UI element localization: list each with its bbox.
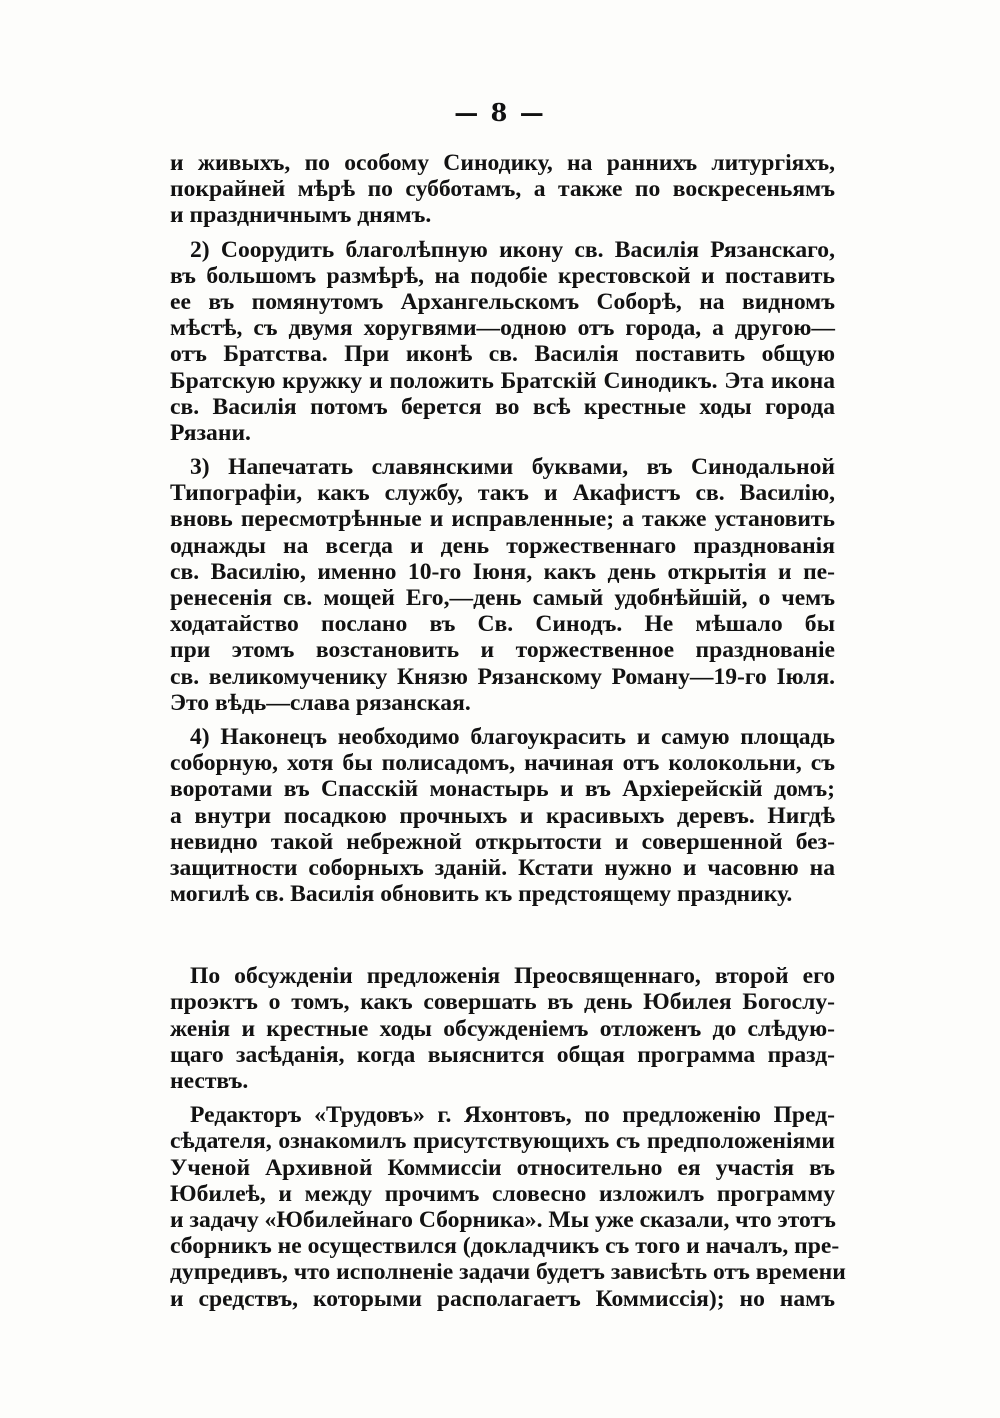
text-line: и праздничнымъ днямъ.	[170, 202, 432, 229]
text-line: проэктъ о томъ, какъ совершать въ день Юбилея Богослу-	[170, 989, 835, 1016]
paragraph-1	[170, 150, 835, 229]
text-line: воротами въ Спасскій монастырь и въ Архіерейскій домъ;	[170, 776, 835, 803]
text-line: вновь пересмотрѣнные и исправленные; а также установить	[170, 506, 835, 533]
text-line: и задачу «Юбилейнаго Сборника». Мы уже сказали, что этотъ	[170, 1206, 836, 1233]
text-line: Типографіи, какъ службу, такъ и Акафистъ св. Василію,	[170, 480, 835, 507]
text-line: 3) Напечатать славянскими буквами, въ Синодальной	[190, 454, 835, 481]
text-line: защитности соборныхъ зданій. Кстати нужно и часовню на	[170, 854, 835, 881]
text-line: однажды на всегда и день торжественнаго празднованія	[170, 532, 835, 559]
text-line: ходатайство послано въ Св. Синодъ. Не мѣшало бы	[170, 611, 835, 638]
text-line: женія и крестные ходы обсужденіемъ отложенъ до слѣдую-	[170, 1015, 835, 1042]
text-line: невидно такой небрежной открытости и совершенной без-	[170, 828, 835, 855]
text-line: Рязани.	[170, 419, 251, 446]
text-line: сборникъ не осуществился (докладчикъ съ того и началъ, пре-	[170, 1233, 840, 1260]
text-line: а внутри посадкою прочныхъ и красивыхъ деревъ. Нигдѣ	[170, 802, 835, 829]
text-line: Юбилеѣ, и между прочимъ словесно изложилъ программу	[170, 1180, 835, 1207]
text-line: соборную, хотя бы полисадомъ, начиная отъ колокольни, съ	[170, 750, 835, 777]
text-line: въ большомъ размѣрѣ, на подобіе крестовской и поставить	[170, 262, 835, 289]
text-line: ренесенія св. мощей Его,—день самый удобнѣйшій, о чемъ	[170, 585, 835, 611]
text-line: дупредивъ, что исполненіе задачи будетъ зависѣть отъ времени	[170, 1259, 846, 1286]
text-line: По обсужденіи предложенія Преосвященнаго, второй его	[190, 963, 835, 990]
text-line: мѣстѣ, съ двумя хоругвями—одною отъ города, а другою—	[170, 315, 835, 342]
text-line: Ученой Архивной Коммиссіи относительно ея участія въ	[170, 1154, 835, 1181]
text-line: сѣдателя, ознакомилъ присутствующихъ съ предположеніями	[170, 1128, 835, 1155]
text-line: св. Василію, именно 10-го Іюня, какъ день открытія и пе-	[170, 558, 835, 585]
text-line: Братскую кружку и положить Братскій Синодикъ. Эта икона	[170, 367, 835, 394]
paragraph-5	[170, 963, 835, 1094]
body-text	[170, 150, 846, 1312]
text-line: Это вѣдь—слава рязанская.	[170, 689, 471, 716]
text-line: при этомъ возстановить и торжественное празднованіе	[170, 637, 835, 664]
text-line: 4) Наконецъ необходимо благоукрасить и самую площадь	[190, 723, 835, 750]
text-line: 2) Соорудить благолѣпную икону св. Василія Рязанскаго,	[190, 236, 835, 263]
paragraph-2	[170, 237, 835, 447]
text-line: и живыхъ, по особому Синодику, на раннихъ литургіяхъ,	[170, 150, 835, 176]
text-line: покрайней мѣрѣ по субботамъ, а также по воскресеньямъ	[170, 176, 835, 203]
text-line: нествъ.	[170, 1068, 249, 1094]
text-line: могилѣ св. Василія обновить къ предстоящему празднику.	[170, 881, 793, 908]
text-line: ее въ помянутомъ Архангельскомъ Соборѣ, на видномъ	[170, 288, 835, 315]
text-line: Редакторъ «Трудовъ» г. Яхонтовъ, по предложенію Пред-	[190, 1102, 835, 1129]
text-line: св. Василія потомъ берется во всѣ крестные ходы города	[170, 393, 835, 420]
paragraph-6	[170, 1102, 846, 1312]
text-line: отъ Братства. При иконѣ св. Василія поставить общую	[170, 341, 835, 368]
text-line: щаго засѣданія, когда выяснится общая программа празд-	[170, 1041, 835, 1068]
paragraph-3	[170, 454, 835, 716]
text-line: и средствъ, которыми располагаетъ Коммиссія); но намъ	[170, 1285, 835, 1312]
page-number: — 8 —	[454, 98, 546, 127]
text-line: св. великомученику Князю Рязанскому Роману—19-го Іюля.	[170, 663, 835, 690]
paragraph-4	[170, 724, 835, 907]
